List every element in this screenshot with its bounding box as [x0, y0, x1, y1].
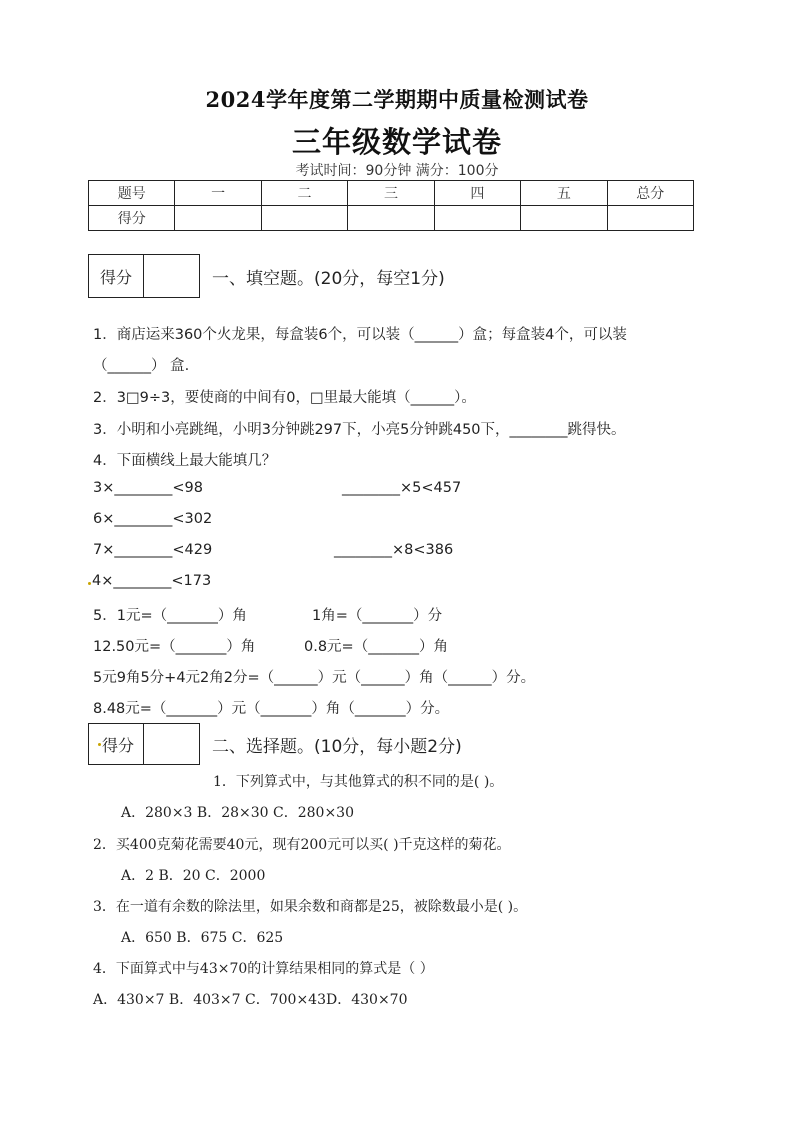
score-header-cell: 三 [348, 181, 434, 206]
fill-q5-b: 1角=（_______）分 [312, 608, 443, 624]
fill-q2: 2．3□9÷3，要使商的中间有0，□里最大能填（______）。 [93, 390, 476, 406]
score-header-cell: 五 [521, 181, 607, 206]
choice-q2-options: A．2 B．20 C．2000 [121, 868, 266, 884]
fill-q4-b: ________×5<457 [342, 480, 462, 496]
section2-score-label-wrap [89, 724, 144, 764]
choice-q2: 2．买400克菊花需要40元，现有200元可以买( )千克这样的菊花。 [93, 837, 511, 853]
score-header-cell: 题号 [89, 181, 175, 206]
section2-score-field[interactable] [144, 724, 199, 764]
fill-q5-c: 12.50元=（_______）角 [93, 639, 256, 655]
score-cell[interactable] [175, 206, 261, 231]
score-cell[interactable] [348, 206, 434, 231]
choice-q3: 3．在一道有余数的除法里，如果余数和商都是25，被除数最小是( )。 [93, 899, 528, 915]
choice-q1: 1．下列算式中，与其他算式的积不同的是( )。 [213, 774, 504, 790]
fill-q4-e: ________×8<386 [334, 542, 454, 558]
fill-q5-e: 5元9角5分+4元2角2分=（______）元（______）角（______）分。 [93, 670, 536, 686]
fill-q4-f: 4×________<173 [92, 573, 212, 589]
choice-q4: 4．下面算式中与43×70的计算结果相同的算式是（ ） [93, 961, 434, 977]
fill-q4-f-row [88, 573, 211, 589]
section2-score-box [88, 723, 200, 765]
score-header-cell: 四 [434, 181, 520, 206]
choice-q4-options: A．430×7 B．403×7 C．700×43D．430×70 [93, 992, 408, 1008]
fill-q1-line1: 1．商店运来360个火龙果，每盒装6个，可以装（______）盒；每盒装4个，可以装 [93, 327, 627, 343]
score-table-score-row [89, 206, 694, 231]
fill-q1-line2: （______） 盒. [93, 358, 190, 374]
fill-q5-d: 0.8元=（_______）角 [304, 639, 448, 655]
section1-title: 一、填空题。(20分，每空1分) [212, 269, 445, 289]
section1-score-field[interactable] [144, 255, 199, 297]
section2-title: 二、选择题。(10分，每小题2分) [212, 737, 462, 757]
score-table-header-row [89, 181, 694, 206]
score-cell[interactable] [261, 206, 347, 231]
exam-meta: 考试时间：90分钟 满分：100分 [295, 163, 499, 179]
score-row-label: 得分 [89, 206, 175, 231]
fill-q5-a: 5．1元=（_______）角 [93, 608, 247, 624]
fill-q4-a: 3×________<98 [93, 480, 203, 496]
fill-q4-d: 7×________<429 [93, 542, 213, 558]
choice-q1-options: A．280×3 B．28×30 C．280×30 [121, 805, 354, 821]
stray-mark [98, 743, 101, 746]
fill-q5-f: 8.48元=（_______）元（_______）角（_______）分。 [93, 701, 450, 717]
fill-q3: 3．小明和小亮跳绳，小明3分钟跳297下，小亮5分钟跳450下，________跳得快。 [93, 422, 626, 438]
exam-title: 2024学年度第二学期期中质量检测试卷 [205, 87, 589, 112]
score-header-cell: 总分 [607, 181, 693, 206]
section1-score-label: 得分 [89, 255, 144, 297]
score-header-cell: 二 [261, 181, 347, 206]
score-cell[interactable] [521, 206, 607, 231]
score-table [88, 180, 694, 231]
fill-q4-c: 6×________<302 [93, 511, 213, 527]
stray-mark [88, 582, 91, 585]
exam-subtitle: 三年级数学试卷 [291, 125, 502, 159]
section1-score-box [88, 254, 200, 298]
fill-q4: 4．下面横线上最大能填几？ [93, 453, 277, 469]
score-cell[interactable] [434, 206, 520, 231]
score-header-cell: 一 [175, 181, 261, 206]
choice-q3-options: A．650 B．675 C．625 [121, 930, 284, 946]
section2-score-label: 得分 [101, 735, 134, 755]
score-cell[interactable] [607, 206, 693, 231]
